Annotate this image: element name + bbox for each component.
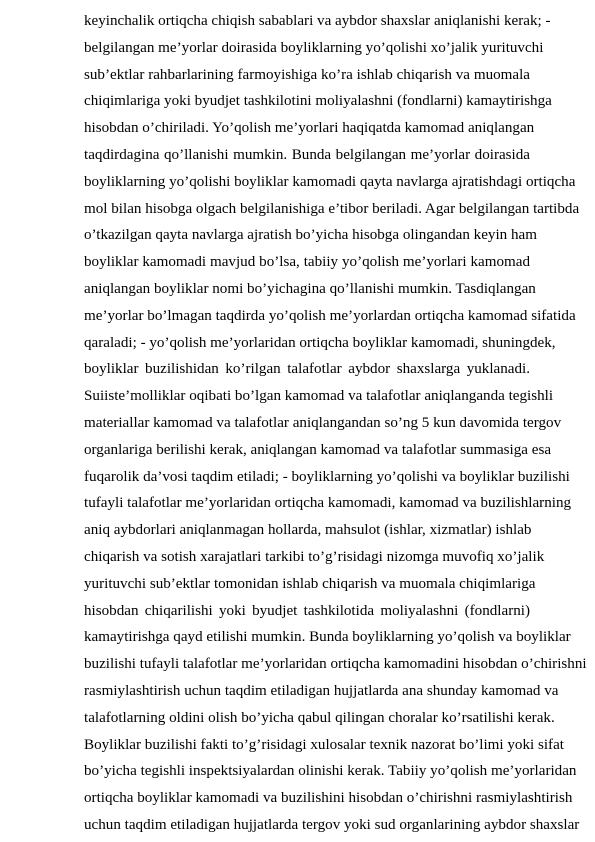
text-line: Suiiste’molliklar oqibati bo’lgan kamomad va talafotlar aniqlanganda tegishli <box>84 388 554 405</box>
text-line: o’tkazilgan qayta navlarga ajratish bo’yicha hisobga olingandan keyin ham <box>84 227 537 244</box>
text-line: hisobdan chiqarilishi yoki byudjet tashkilotida moliyalashni (fondlarni) <box>84 602 530 619</box>
text-line: kamaytirishga qayd etilishi mumkin. Bunda boyliklarning yo’qolish va boyliklar <box>84 629 571 646</box>
body-paragraph <box>84 8 587 839</box>
text-line: boyliklarning yo’qolishi boyliklar kamomadi qayta navlarga ajratishdagi ortiqcha <box>84 173 576 190</box>
text-line: chiqimlariga yoki byudjet tashkilotini moliyalashni (fondlarni) kamaytirishga <box>84 93 552 110</box>
text-line: rasmiylashtirish uchun taqdim etiladigan hujjatlarda ana shunday kamomad va <box>84 682 559 699</box>
text-line: boyliklar kamomadi mavjud bo’lsa, tabiiy yo’qolish me’yorlari kamomad <box>84 254 530 271</box>
text-line: talafotlarning oldini olish bo’yicha qabul qilingan choralar ko’rsatilishi kerak. <box>84 709 555 726</box>
text-line: materiallar kamomad va talafotlar aniqlangandan so’ng 5 kun davomida tergov <box>84 414 562 431</box>
text-line: me’yorlar bo’lmagan taqdirda yo’qolish me’yorlardan ortiqcha kamomad sifatida <box>84 307 576 324</box>
text-line: uchun taqdim etiladigan hujjatlarda tergov yoki sud organlarining aybdor shaxslar <box>84 816 580 833</box>
text-line: aniq aybdorlari aniqlanmagan hollarda, mahsulot (ishlar, xizmatlar) ishlab <box>84 522 532 539</box>
text-line: belgilangan me’yorlar doirasida boyliklarning yo’qolishi xo’jalik yurituvchi <box>84 39 544 56</box>
text-line: sub’ektlar rahbarlarining farmoyishiga ko’ra ishlab chiqarish va muomala <box>84 66 530 83</box>
document-page <box>84 8 587 839</box>
text-line: mol bilan hisobga olgach belgilanishiga e’tibor beriladi. Agar belgilangan tartibda <box>84 200 580 217</box>
text-line: yurituvchi sub’ektlar tomonidan ishlab chiqarish va muomala chiqimlariga <box>84 575 536 592</box>
text-line: ortiqcha boyliklar kamomadi va buzilishini hisobdan o’chirishni rasmiylashtirish <box>84 790 573 807</box>
text-line: boyliklar buzilishidan ko’rilgan talafotlar aybdor shaxslarga yuklanadi. <box>84 361 530 378</box>
text-line: buzilishi tufayli talafotlar me’yorlaridan ortiqcha kamomadini hisobdan o’chirishni <box>84 656 587 673</box>
text-line: aniqlangan boyliklar nomi bo’yichagina qo’llanishi mumkin. Tasdiqlangan <box>84 280 536 297</box>
text-line: tufayli talafotlar me’yorlaridan ortiqcha kamomadi, kamomad va buzilishlarning <box>84 495 572 512</box>
text-line: Boyliklar buzilishi fakti to’g’risidagi xulosalar texnik nazorat bo’limi yoki sifat <box>84 736 564 753</box>
text-line: taqdirdagina qo’llanishi mumkin. Bunda belgilangan me’yorlar doirasida <box>84 146 530 163</box>
text-line: hisobdan o’chiriladi. Yo’qolish me’yorlari haqiqatda kamomad aniqlangan <box>84 120 535 137</box>
text-line: chiqarish va sotish xarajatlari tarkibi to’g’risidagi nizomga muvofiq xo’jalik <box>84 548 545 565</box>
text-line: keyinchalik ortiqcha chiqish sabablari va aybdor shaxslar aniqlanishi kerak; - <box>84 13 551 29</box>
text-line: organlariga berilishi kerak, aniqlangan kamomad va talafotlar summasiga esa <box>84 441 552 458</box>
text-line: qaraladi; - yo’qolish me’yorlaridan ortiqcha boyliklar kamomadi, shuningdek, <box>84 334 556 351</box>
text-line: fuqarolik da’vosi taqdim etiladi; - boyliklarning yo’qolishi va boyliklar buzilishi <box>84 468 570 485</box>
text-line: bo’yicha tegishli inspektsiyalardan olinishi kerak. Tabiiy yo’qolish me’yorlaridan <box>84 763 577 780</box>
